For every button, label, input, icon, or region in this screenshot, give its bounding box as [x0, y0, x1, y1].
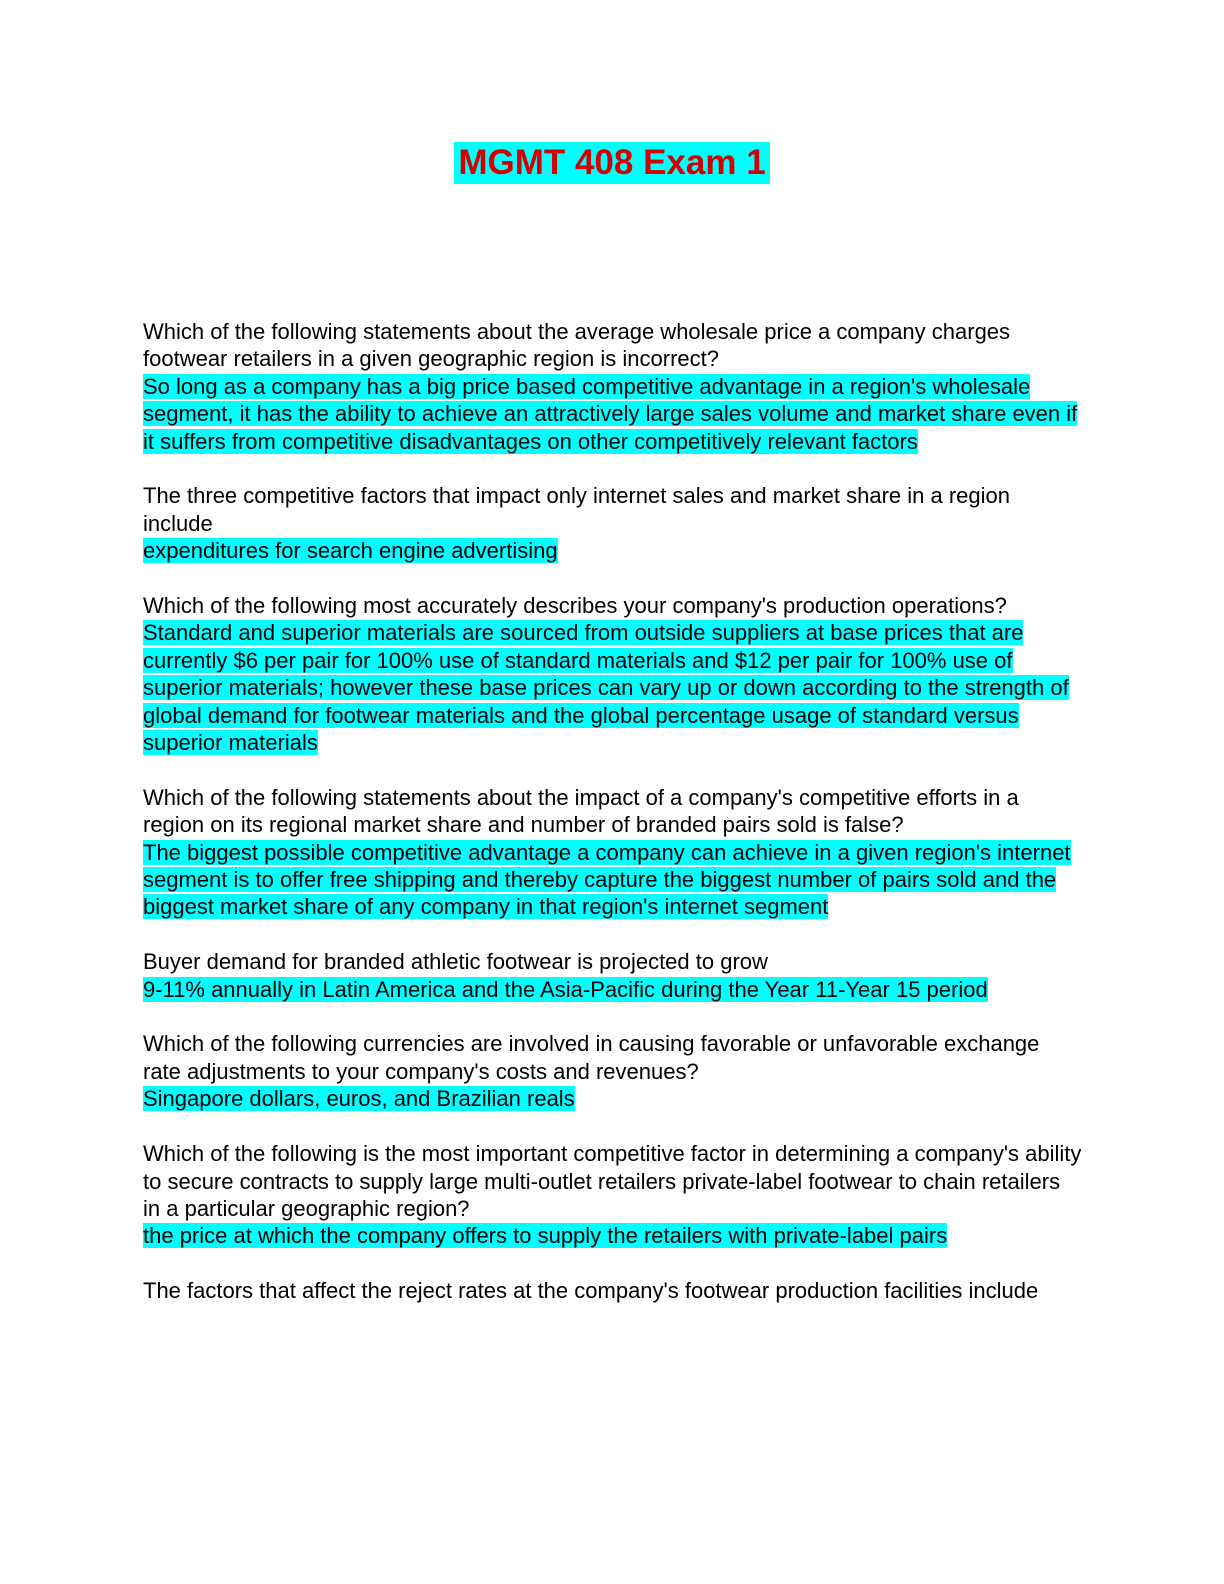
- document-title: MGMT 408 Exam 1: [454, 142, 769, 184]
- title-container: [0, 142, 1224, 184]
- question-item: [143, 948, 1083, 1003]
- question-text: Which of the following currencies are involved in causing favorable or unfavorable exchange rate adjustments to your company's costs and revenues?: [143, 1031, 1040, 1084]
- answer-text: Singapore dollars, euros, and Brazilian reals: [143, 1086, 575, 1112]
- answer-text: expenditures for search engine advertising: [143, 538, 558, 564]
- question-item: [143, 784, 1083, 921]
- question-item: [143, 1140, 1083, 1250]
- answer-text: So long as a company has a big price based competitive advantage in a region's wholesale segment, it has the ability to achieve an attractively large sales volume and market share even if it suffers from competitive disadvantages on other competitively relevant factors: [143, 373, 1078, 454]
- answer-text: Standard and superior materials are sourced from outside suppliers at base prices that are currently $6 per pair for 100% use of standard materials and $12 per pair for 100% use of superior materials; however these base prices can vary up or down according to the strength of global demand for footwear materials and the global percentage usage of standard versus superior materials: [143, 620, 1069, 756]
- question-text: Buyer demand for branded athletic footwear is projected to grow: [143, 949, 768, 975]
- question-item: [143, 592, 1083, 756]
- answer-text: 9-11% annually in Latin America and the Asia-Pacific during the Year 11-Year 15 period: [143, 976, 988, 1002]
- question-item: [143, 1030, 1083, 1112]
- question-text: Which of the following most accurately describes your company's production operations?: [143, 593, 1007, 619]
- answer-text: the price at which the company offers to supply the retailers with private-label pairs: [143, 1223, 948, 1249]
- answer-text: The biggest possible competitive advantage a company can achieve in a given region's internet segment is to offer free shipping and thereby capture the biggest number of pairs sold and the biggest market share of any company in that region's internet segment: [143, 839, 1071, 920]
- question-item: [143, 1277, 1083, 1304]
- question-text: The factors that affect the reject rates at the company's footwear production facilities include: [143, 1278, 1039, 1304]
- question-item: [143, 318, 1083, 455]
- question-text: Which of the following is the most important competitive factor in determining a company's ability to secure contracts to supply large multi-outlet retailers private-label footwear to chain retailers in a particular geographic region?: [143, 1141, 1082, 1221]
- question-text: Which of the following statements about the average wholesale price a company charges footwear retailers in a given geographic region is incorrect?: [143, 319, 1011, 372]
- question-item: [143, 482, 1083, 564]
- question-text: Which of the following statements about the impact of a company's competitive efforts in a region on its regional market share and number of branded pairs sold is false?: [143, 784, 1019, 838]
- question-list: [143, 318, 1083, 1332]
- question-text: The three competitive factors that impact only internet sales and market share in a region include: [143, 483, 1010, 536]
